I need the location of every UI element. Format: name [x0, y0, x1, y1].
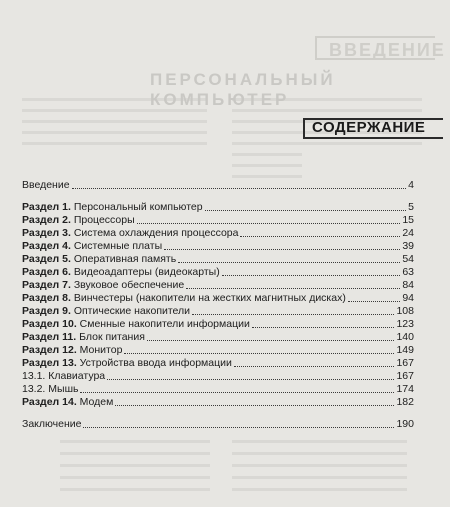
- toc-page-number: 140: [396, 331, 414, 343]
- show-through-line: [60, 488, 210, 491]
- show-through-line: [60, 476, 210, 479]
- toc-page-number: 108: [396, 305, 414, 317]
- toc-entry[interactable]: [22, 418, 414, 431]
- toc-entry-label: Раздел 8. Винчестеры (накопители на жестких магнитных дисках): [22, 292, 346, 304]
- show-through-line: [60, 464, 210, 467]
- toc-page-number: 94: [402, 292, 414, 304]
- toc-entry-label: Раздел 4. Системные платы: [22, 240, 163, 252]
- toc-entry-label: Раздел 12. Монитор: [22, 344, 123, 356]
- toc-entry[interactable]: [22, 292, 414, 305]
- toc-entry[interactable]: [22, 305, 414, 318]
- show-through-line: [60, 452, 210, 455]
- show-through-line: [232, 464, 407, 467]
- toc-entry-label: Раздел 1. Персональный компьютер: [22, 201, 203, 213]
- toc-entry[interactable]: [22, 396, 414, 409]
- toc-entry-label: Раздел 6. Видеоадаптеры (видеокарты): [22, 266, 220, 278]
- toc-entry[interactable]: [22, 331, 414, 344]
- dot-leader: [83, 427, 394, 428]
- toc-entry[interactable]: [22, 214, 414, 227]
- toc-entry[interactable]: [22, 227, 414, 240]
- show-through-line: [60, 440, 210, 443]
- ghost-section-title: ПЕРСОНАЛЬНЫЙ КОМПЬЮТЕР: [150, 70, 336, 109]
- toc-page-number: 4: [408, 179, 414, 191]
- toc-entry-label: Раздел 10. Сменные накопители информации: [22, 318, 250, 330]
- show-through-line: [232, 142, 422, 145]
- toc-entry-label: Заключение: [22, 418, 82, 430]
- show-through-line: [232, 452, 407, 455]
- show-through-line: [232, 488, 407, 491]
- toc-entry-label: 13.2. Мышь: [22, 383, 79, 395]
- toc-entry-label: 13.1. Клавиатура: [22, 370, 106, 382]
- toc-page-number: 84: [402, 279, 414, 291]
- toc-page-number: 190: [396, 418, 414, 430]
- toc-entry[interactable]: [22, 357, 414, 370]
- dot-leader: [252, 327, 395, 328]
- dot-leader: [205, 210, 407, 211]
- dot-leader: [107, 379, 394, 380]
- toc-entry[interactable]: [22, 318, 414, 331]
- toc-page-number: 63: [402, 266, 414, 278]
- dot-leader: [164, 249, 400, 250]
- toc-entry-label: Раздел 13. Устройства ввода информации: [22, 357, 232, 369]
- toc-page-number: 123: [396, 318, 414, 330]
- toc-entry[interactable]: [22, 253, 414, 266]
- show-through-line: [22, 120, 207, 123]
- dot-leader: [186, 288, 400, 289]
- show-through-line: [232, 153, 302, 156]
- dot-leader: [348, 301, 400, 302]
- show-through-line: [232, 440, 407, 443]
- show-through-line: [22, 142, 207, 145]
- toc-entry-label: Раздел 7. Звуковое обеспечение: [22, 279, 185, 291]
- dot-leader: [234, 366, 395, 367]
- toc-entry-label: Раздел 9. Оптические накопители: [22, 305, 191, 317]
- dot-leader: [80, 392, 394, 393]
- toc-entry[interactable]: [22, 344, 414, 357]
- toc-entry[interactable]: [22, 266, 414, 279]
- dot-leader: [72, 188, 407, 189]
- toc-page-number: 174: [396, 383, 414, 395]
- dot-leader: [192, 314, 394, 315]
- dot-leader: [124, 353, 394, 354]
- toc-entry-label: Раздел 3. Система охлаждения процессора: [22, 227, 239, 239]
- toc-subentry[interactable]: [22, 383, 414, 396]
- toc-page-number: 54: [402, 253, 414, 265]
- show-through-line: [232, 175, 302, 178]
- toc-entry-label: Раздел 11. Блок питания: [22, 331, 145, 343]
- show-through-line: [22, 131, 207, 134]
- toc-entry-label: Раздел 14. Модем: [22, 396, 114, 408]
- toc-page-number: 149: [396, 344, 414, 356]
- toc-entry[interactable]: [22, 201, 414, 214]
- dot-leader: [147, 340, 395, 341]
- dot-leader: [137, 223, 401, 224]
- dot-leader: [222, 275, 401, 276]
- toc-entry[interactable]: [22, 179, 414, 192]
- toc-page-number: 182: [396, 396, 414, 408]
- page-title: СОДЕРЖАНИЕ: [312, 119, 426, 136]
- toc-entry[interactable]: [22, 240, 414, 253]
- toc-page-number: 167: [396, 370, 414, 382]
- toc-page-number: 167: [396, 357, 414, 369]
- dot-leader: [240, 236, 400, 237]
- show-through-line: [232, 164, 302, 167]
- toc-page-number: 24: [402, 227, 414, 239]
- toc-entry-label: Введение: [22, 179, 70, 191]
- show-through-line: [232, 476, 407, 479]
- toc-entry-label: Раздел 5. Оперативная память: [22, 253, 177, 265]
- dot-leader: [115, 405, 394, 406]
- ghost-section-tab: ВВЕДЕНИЕ: [315, 36, 435, 60]
- toc-page-number: 39: [402, 240, 414, 252]
- toc-entry[interactable]: [22, 279, 414, 292]
- dot-leader: [178, 262, 400, 263]
- toc-page-number: 5: [408, 201, 414, 213]
- toc-subentry[interactable]: [22, 370, 414, 383]
- toc-page-number: 15: [402, 214, 414, 226]
- toc-entry-label: Раздел 2. Процессоры: [22, 214, 135, 226]
